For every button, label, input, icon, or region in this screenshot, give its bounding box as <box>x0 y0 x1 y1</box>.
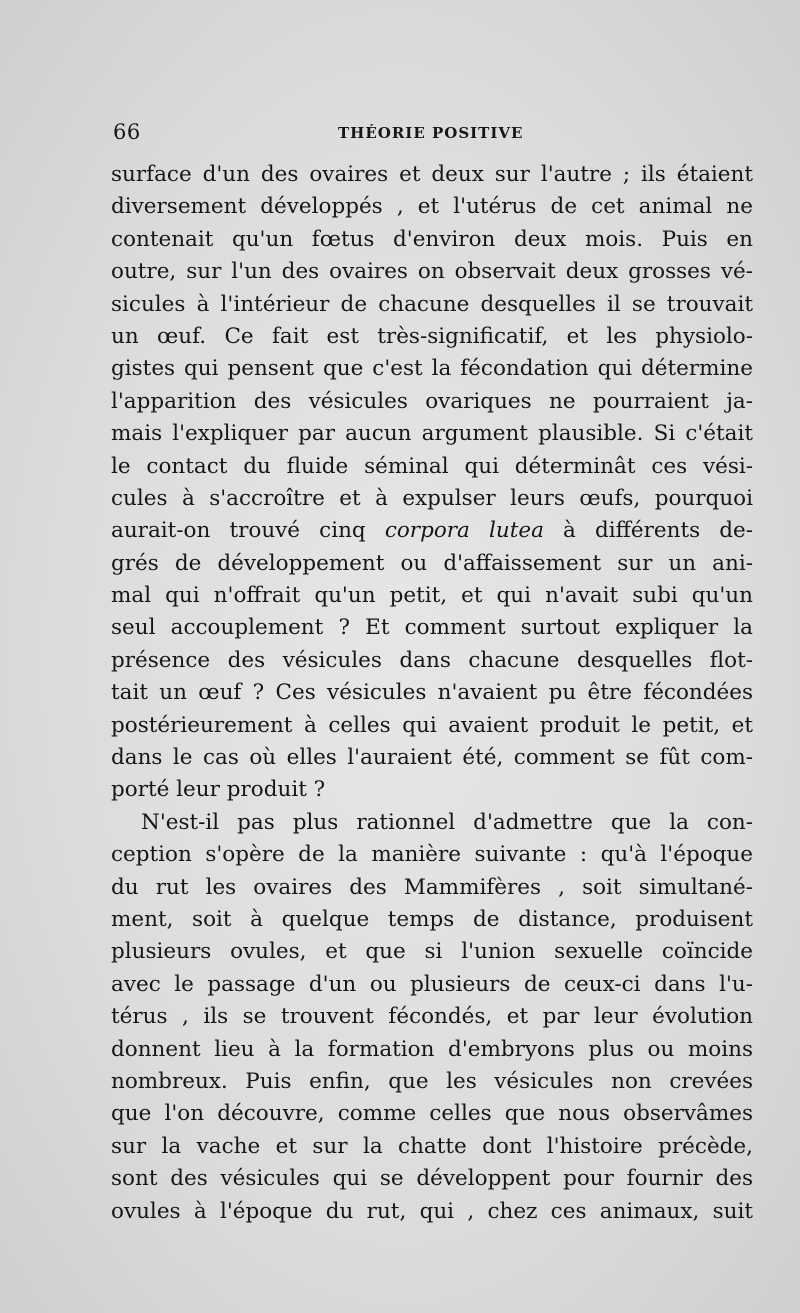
paragraph-end-line: porté leur produit ? <box>111 777 326 803</box>
text-line: présence des vésicules dans chacune desquelles flot- <box>111 647 753 673</box>
text-line: un œuf. Ce fait est très-significatif, et les physiolo- <box>111 323 753 349</box>
text-line: surface d'un des ovaires et deux sur l'autre ; ils étaient <box>111 162 753 187</box>
text-line: contenait qu'un fœtus d'environ deux mois. Puis en <box>111 226 753 252</box>
text-line: ovules à l'époque du rut, qui , chez ces animaux, suit <box>111 1198 753 1224</box>
text-line: donnent lieu à la formation d'embryons plus ou moins <box>111 1036 753 1062</box>
text-line: seul accouplement ? Et comment surtout expliquer la <box>111 615 753 641</box>
text-line: l'apparition des vésicules ovariques ne pourraient ja- <box>111 388 753 414</box>
text-line: postérieurement à celles qui avaient produit le petit, et <box>111 712 753 738</box>
text-line: sont des vésicules qui se développent pour fournir des <box>111 1166 753 1192</box>
page-number: 66 <box>113 120 141 144</box>
text-segment: aurait-on trouvé cinq <box>111 518 385 544</box>
text-line: diversement développés , et l'utérus de cet animal ne <box>111 194 753 220</box>
text-line: dans le cas où elles l'auraient été, comment se fût com- <box>111 745 753 771</box>
text-line: nombreux. Puis enfin, que les vésicules non crevées <box>111 1068 753 1094</box>
text-line: mais l'expliquer par aucun argument plausible. Si c'était <box>111 421 753 447</box>
text-line: ment, soit à quelque temps de distance, produisent <box>111 906 753 932</box>
running-head: THÉORIE POSITIVE <box>338 124 524 142</box>
text-line: du rut les ovaires des Mammifères , soit simultané- <box>111 874 753 900</box>
text-line: sicules à l'intérieur de chacune desquelles il se trouvait <box>111 291 753 317</box>
text-line: le contact du fluide séminal qui déterminât ces vési- <box>111 453 753 479</box>
text-line: mal qui n'offrait qu'un petit, et qui n'avait subi qu'un <box>111 583 753 609</box>
text-line: avec le passage d'un ou plusieurs de ceux-ci dans l'u- <box>111 971 753 997</box>
text-line: gistes qui pensent que c'est la fécondation qui détermine <box>111 356 753 382</box>
text-line: tait un œuf ? Ces vésicules n'avaient pu être fécondées <box>111 680 753 706</box>
italic-term: corpora lutea <box>384 518 544 544</box>
page-header <box>113 120 753 150</box>
text-segment: à différents de- <box>543 518 753 544</box>
text-line: ception s'opère de la manière suivante : qu'à l'époque <box>111 842 753 868</box>
text-line: sur la vache et sur la chatte dont l'histoire précède, <box>111 1133 753 1159</box>
text-line: grés de développement ou d'affaissement sur un ani- <box>111 550 753 576</box>
text-line: que l'on découvre, comme celles que nous observâmes <box>111 1101 753 1127</box>
text-line: cules à s'accroître et à expulser leurs œufs, pourquoi <box>111 485 753 511</box>
text-line: plusieurs ovules, et que si l'union sexuelle coïncide <box>111 939 753 965</box>
text-line: térus , ils se trouvent fécondés, et par leur évolution <box>111 1004 753 1030</box>
text-line-with-italic <box>111 515 753 547</box>
paragraph-start-line: N'est-il pas plus rationnel d'admettre que la con- <box>141 809 753 835</box>
text-line: outre, sur l'un des ovaires on observait deux grosses vé- <box>111 259 753 285</box>
body-text <box>111 159 753 1228</box>
